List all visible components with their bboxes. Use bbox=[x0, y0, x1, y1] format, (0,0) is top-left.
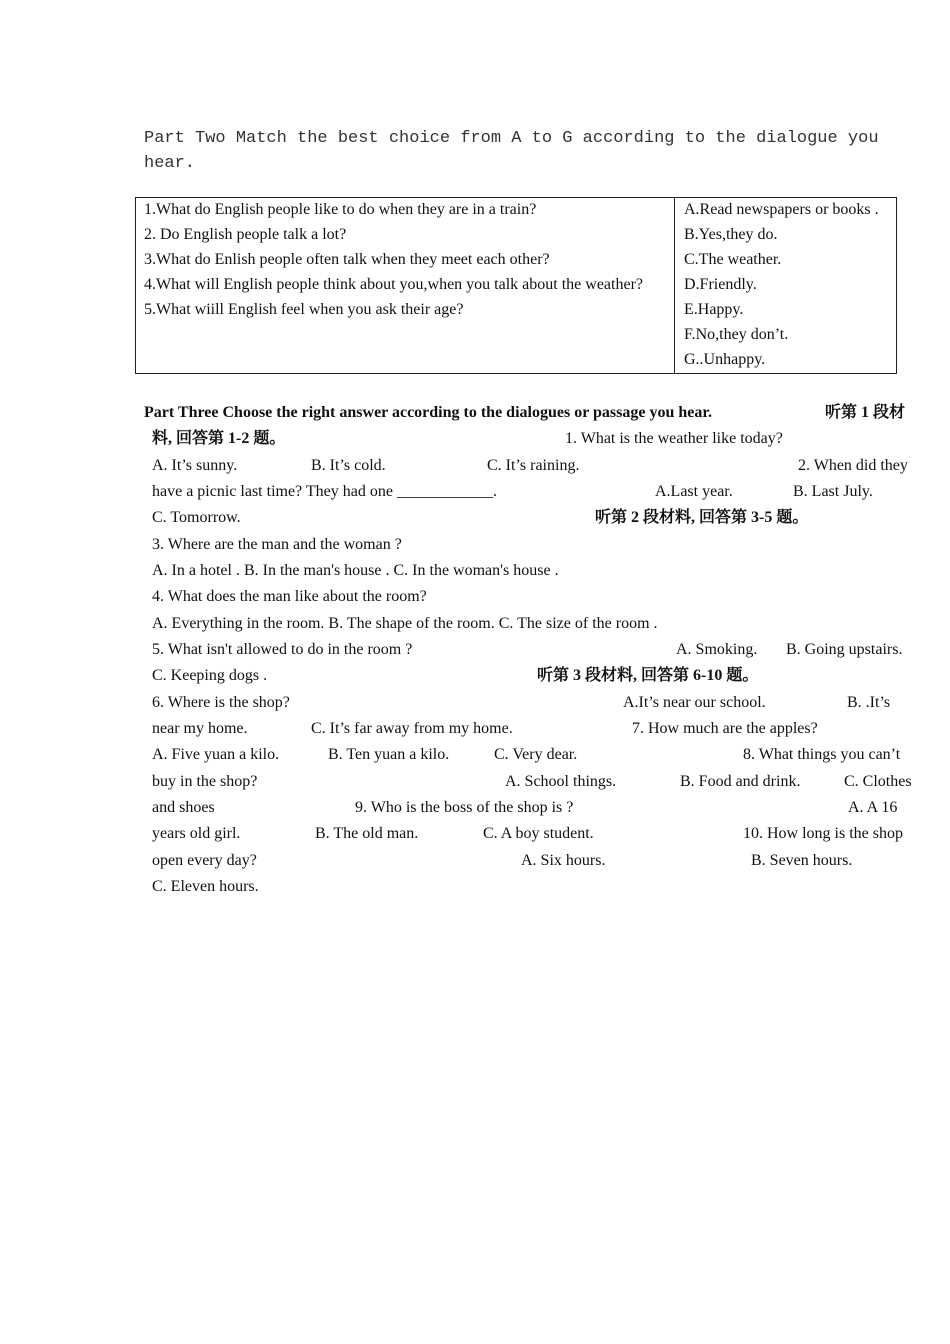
question-6: 6. Where is the shop? bbox=[152, 694, 290, 711]
q5-option-b: B. Going upstairs. bbox=[786, 641, 903, 658]
match-option-g: G..Unhappy. bbox=[684, 351, 766, 368]
q9-option-c: C. A boy student. bbox=[483, 825, 594, 842]
q1-option-a: A. It’s sunny. bbox=[152, 457, 238, 474]
q10-option-a: A. Six hours. bbox=[521, 852, 606, 869]
q9-option-b: B. The old man. bbox=[315, 825, 419, 842]
q10-option-b: B. Seven hours. bbox=[751, 852, 853, 869]
question-1: 1. What is the weather like today? bbox=[565, 430, 783, 447]
q7-option-b: B. Ten yuan a kilo. bbox=[328, 746, 450, 763]
question-5: 5. What isn't allowed to do in the room ? bbox=[152, 641, 413, 658]
q7-option-a: A. Five yuan a kilo. bbox=[152, 746, 280, 763]
listen-3-label: 听第 3 段材料, 回答第 6-10 题。 bbox=[537, 667, 759, 684]
match-option-c: C.The weather. bbox=[684, 251, 782, 268]
question-2-rest: have a picnic last time? They had one ____________. bbox=[152, 483, 497, 500]
question-3: 3. Where are the man and the woman ? bbox=[152, 536, 402, 553]
q6-option-c: C. It’s far away from my home. bbox=[311, 720, 513, 737]
q1-option-b: B. It’s cold. bbox=[311, 457, 386, 474]
part-three-heading: Part Three Choose the right answer according to the dialogues or passage you hear. bbox=[144, 404, 712, 421]
q10-option-c: C. Eleven hours. bbox=[152, 878, 259, 895]
question-9: 9. Who is the boss of the shop is ? bbox=[355, 799, 574, 816]
match-option-e: E.Happy. bbox=[684, 301, 744, 318]
matching-table bbox=[135, 197, 897, 374]
q2-option-a: A.Last year. bbox=[655, 483, 733, 500]
q2-option-b: B. Last July. bbox=[793, 483, 873, 500]
q9-option-a-rest: years old girl. bbox=[152, 825, 241, 842]
listen-2-label: 听第 2 段材料, 回答第 3-5 题。 bbox=[595, 509, 809, 526]
match-option-b: B.Yes,they do. bbox=[684, 226, 778, 243]
listen-1-label-b: 料, 回答第 1-2 题。 bbox=[152, 430, 286, 447]
q6-option-b-rest: near my home. bbox=[152, 720, 248, 737]
q8-option-a: A. School things. bbox=[505, 773, 617, 790]
q5-option-a: A. Smoking. bbox=[676, 641, 758, 658]
q8-option-b: B. Food and drink. bbox=[680, 773, 801, 790]
match-question-2: 2. Do English people talk a lot? bbox=[144, 226, 347, 243]
q9-option-a-start: A. A 16 bbox=[848, 799, 898, 816]
question-7: 7. How much are the apples? bbox=[632, 720, 818, 737]
q2-option-c: C. Tomorrow. bbox=[152, 509, 241, 526]
q8-option-c-rest: and shoes bbox=[152, 799, 215, 816]
question-8-start: 8. What things you can’t bbox=[743, 746, 901, 763]
match-question-5: 5.What wiill English feel when you ask their age? bbox=[144, 301, 464, 318]
q6-option-a: A.It’s near our school. bbox=[623, 694, 766, 711]
match-option-a: A.Read newspapers or books . bbox=[684, 201, 879, 218]
question-10-start: 10. How long is the shop bbox=[743, 825, 903, 842]
q6-option-b-start: B. .It’s bbox=[847, 694, 891, 711]
match-question-4: 4.What will English people think about you,when you talk about the weather? bbox=[144, 276, 643, 293]
q4-options: A. Everything in the room. B. The shape of the room. C. The size of the room . bbox=[152, 615, 658, 632]
part-two-heading: Part Two Match the best choice from A to G according to the dialogue you hear. bbox=[144, 129, 879, 173]
q3-options: A. In a hotel . B. In the man's house . C. In the woman's house . bbox=[152, 562, 559, 579]
listen-1-label-a: 听第 1 段材 bbox=[825, 404, 906, 421]
q1-option-c: C. It’s raining. bbox=[487, 457, 580, 474]
question-4: 4. What does the man like about the room? bbox=[152, 588, 427, 605]
q5-option-c: C. Keeping dogs . bbox=[152, 667, 268, 684]
match-question-3: 3.What do Enlish people often talk when they meet each other? bbox=[144, 251, 550, 268]
q8-option-c-start: C. Clothes bbox=[844, 773, 912, 790]
question-10-rest: open every day? bbox=[152, 852, 257, 869]
question-8-rest: buy in the shop? bbox=[152, 773, 258, 790]
question-2-start: 2. When did they bbox=[798, 457, 908, 474]
table-divider bbox=[674, 198, 675, 373]
q7-option-c: C. Very dear. bbox=[494, 746, 578, 763]
match-option-f: F.No,they don’t. bbox=[684, 326, 789, 343]
match-option-d: D.Friendly. bbox=[684, 276, 757, 293]
match-question-1: 1.What do English people like to do when they are in a train? bbox=[144, 201, 537, 218]
